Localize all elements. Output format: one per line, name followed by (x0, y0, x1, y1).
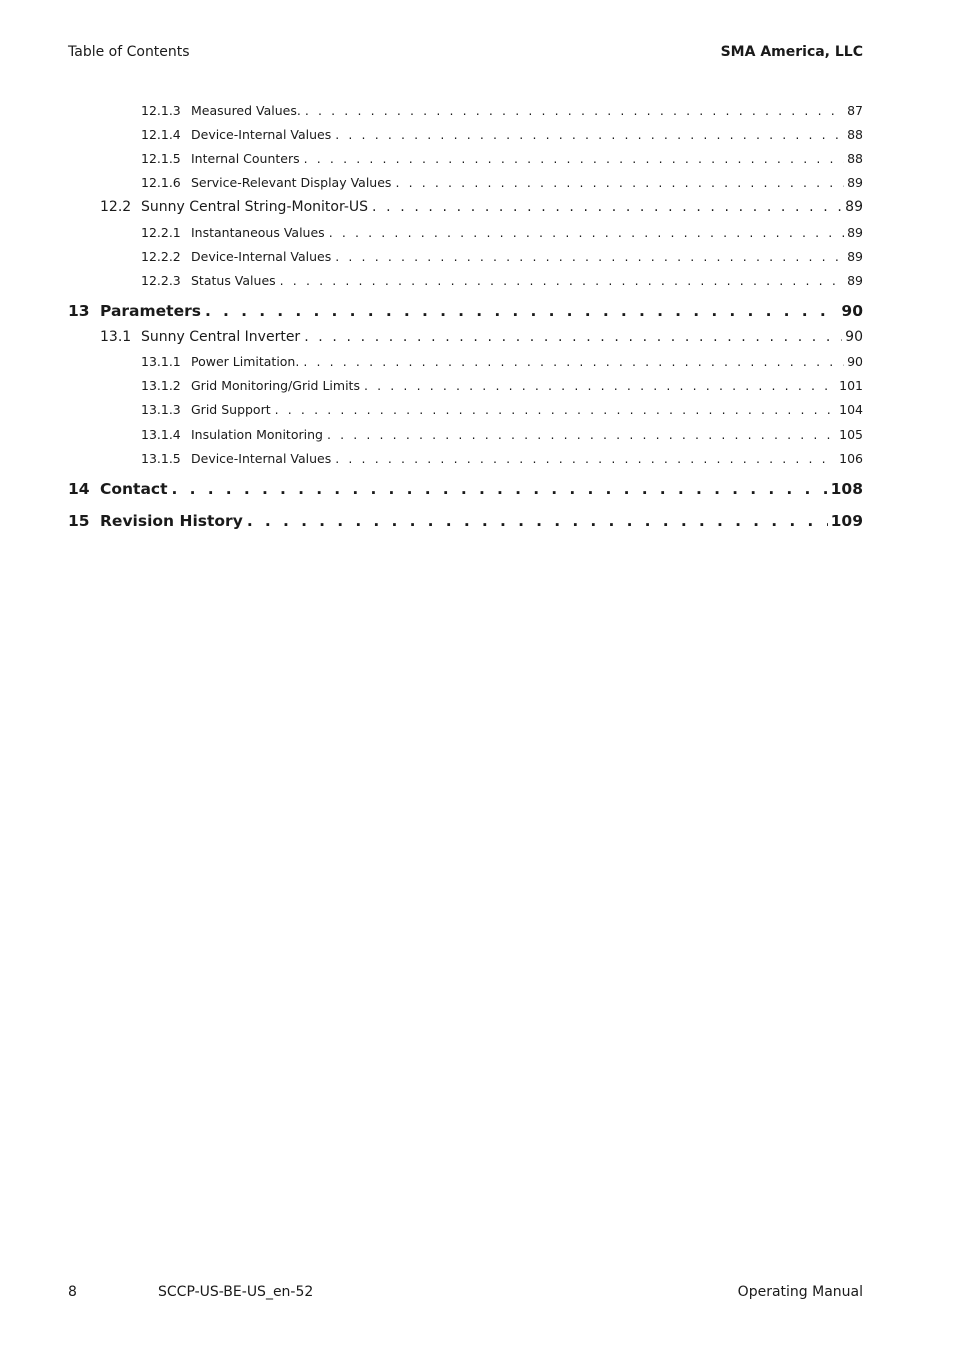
toc-leader-dots (304, 151, 844, 166)
toc-number: 12.1.3 (141, 103, 181, 118)
toc-entry[interactable] (100, 329, 863, 345)
toc-entry[interactable] (100, 199, 863, 215)
toc-title: Grid Monitoring/Grid Limits (191, 378, 360, 393)
toc-entry[interactable] (141, 249, 863, 264)
footer-document-id: SCCP-US-BE-US_en-52 (158, 1284, 314, 1300)
toc-leader-dots (205, 302, 838, 320)
toc-page: 101 (839, 378, 863, 393)
toc-page: 89 (845, 199, 863, 215)
toc-entry[interactable] (141, 225, 863, 240)
toc-page: 90 (841, 302, 863, 320)
toc-page: 90 (845, 329, 863, 345)
toc-title: Grid Support (191, 402, 271, 417)
toc-page: 89 (847, 249, 863, 264)
toc-number: 12.1.4 (141, 127, 181, 142)
toc-page: 89 (847, 225, 863, 240)
toc-page: 106 (839, 451, 863, 466)
toc-entry[interactable] (141, 103, 863, 118)
toc-page: 89 (847, 273, 863, 288)
toc-entry[interactable] (141, 175, 863, 190)
toc-title: Device-Internal Values (191, 451, 332, 466)
toc-page: 89 (847, 175, 863, 190)
toc-page: 88 (847, 127, 863, 142)
running-header-left: Table of Contents (68, 44, 190, 60)
toc-entry[interactable] (141, 127, 863, 142)
toc-leader-dots (335, 127, 844, 142)
toc-entry[interactable] (141, 378, 863, 393)
toc-chapter-entry[interactable] (68, 480, 863, 498)
toc-title: Instantaneous Values (191, 225, 325, 240)
toc-title: Revision History (100, 512, 243, 530)
toc-leader-dots (275, 402, 837, 417)
toc-number: 12.1.6 (141, 175, 181, 190)
toc-title: Service-Relevant Display Values (191, 175, 392, 190)
toc-title: Sunny Central Inverter (141, 329, 301, 345)
toc-entry[interactable] (141, 354, 863, 369)
toc-page: 88 (847, 151, 863, 166)
toc-leader-dots (364, 378, 836, 393)
toc-page: 90 (847, 354, 863, 369)
toc-number: 13.1.5 (141, 451, 181, 466)
toc-number: 12.2 (100, 199, 132, 215)
toc-title: Contact (100, 480, 168, 498)
toc-number: 12.1.5 (141, 151, 181, 166)
toc-leader-dots (395, 175, 844, 190)
toc-number: 13.1.2 (141, 378, 181, 393)
toc-title: Parameters (100, 302, 201, 320)
toc-leader-dots (329, 225, 844, 240)
toc-entry[interactable] (141, 427, 863, 442)
toc-number: 14 (68, 480, 90, 498)
toc-number: 13 (68, 302, 90, 320)
toc-title: Device-Internal Values (191, 127, 332, 142)
toc-page: 109 (830, 512, 863, 530)
toc-number: 12.2.2 (141, 249, 181, 264)
toc-title: Measured Values. (191, 103, 301, 118)
toc-entry[interactable] (141, 402, 863, 417)
toc-title: Internal Counters (191, 151, 300, 166)
toc-number: 12.2.3 (141, 273, 181, 288)
toc-leader-dots (305, 103, 844, 118)
toc-leader-dots (303, 354, 844, 369)
toc-number: 15 (68, 512, 90, 530)
toc-leader-dots (372, 199, 842, 215)
toc-number: 12.2.1 (141, 225, 181, 240)
toc-leader-dots (172, 480, 828, 498)
toc-page: 87 (847, 103, 863, 118)
toc-number: 13.1 (100, 329, 132, 345)
toc-leader-dots (327, 427, 836, 442)
toc-leader-dots (304, 329, 842, 345)
toc-title: Device-Internal Values (191, 249, 332, 264)
toc-entry[interactable] (141, 451, 863, 466)
footer-page-number: 8 (68, 1284, 77, 1300)
toc-leader-dots (280, 273, 844, 288)
toc-page: 108 (830, 480, 863, 498)
toc-title: Power Limitation. (191, 354, 300, 369)
toc-number: 13.1.4 (141, 427, 181, 442)
footer-document-type: Operating Manual (737, 1284, 863, 1300)
toc-chapter-entry[interactable] (68, 512, 863, 530)
toc-leader-dots (335, 249, 844, 264)
toc-title: Insulation Monitoring (191, 427, 323, 442)
toc-title: Status Values (191, 273, 276, 288)
toc-leader-dots (247, 512, 828, 530)
toc-page: 104 (839, 402, 863, 417)
toc-chapter-entry[interactable] (68, 302, 863, 320)
running-header-company: SMA America, LLC (720, 44, 863, 60)
toc-page: 105 (839, 427, 863, 442)
toc-number: 13.1.3 (141, 402, 181, 417)
toc-entry[interactable] (141, 151, 863, 166)
toc-title: Sunny Central String-Monitor-US (141, 199, 369, 215)
toc-number: 13.1.1 (141, 354, 181, 369)
toc-entry[interactable] (141, 273, 863, 288)
toc-leader-dots (335, 451, 836, 466)
